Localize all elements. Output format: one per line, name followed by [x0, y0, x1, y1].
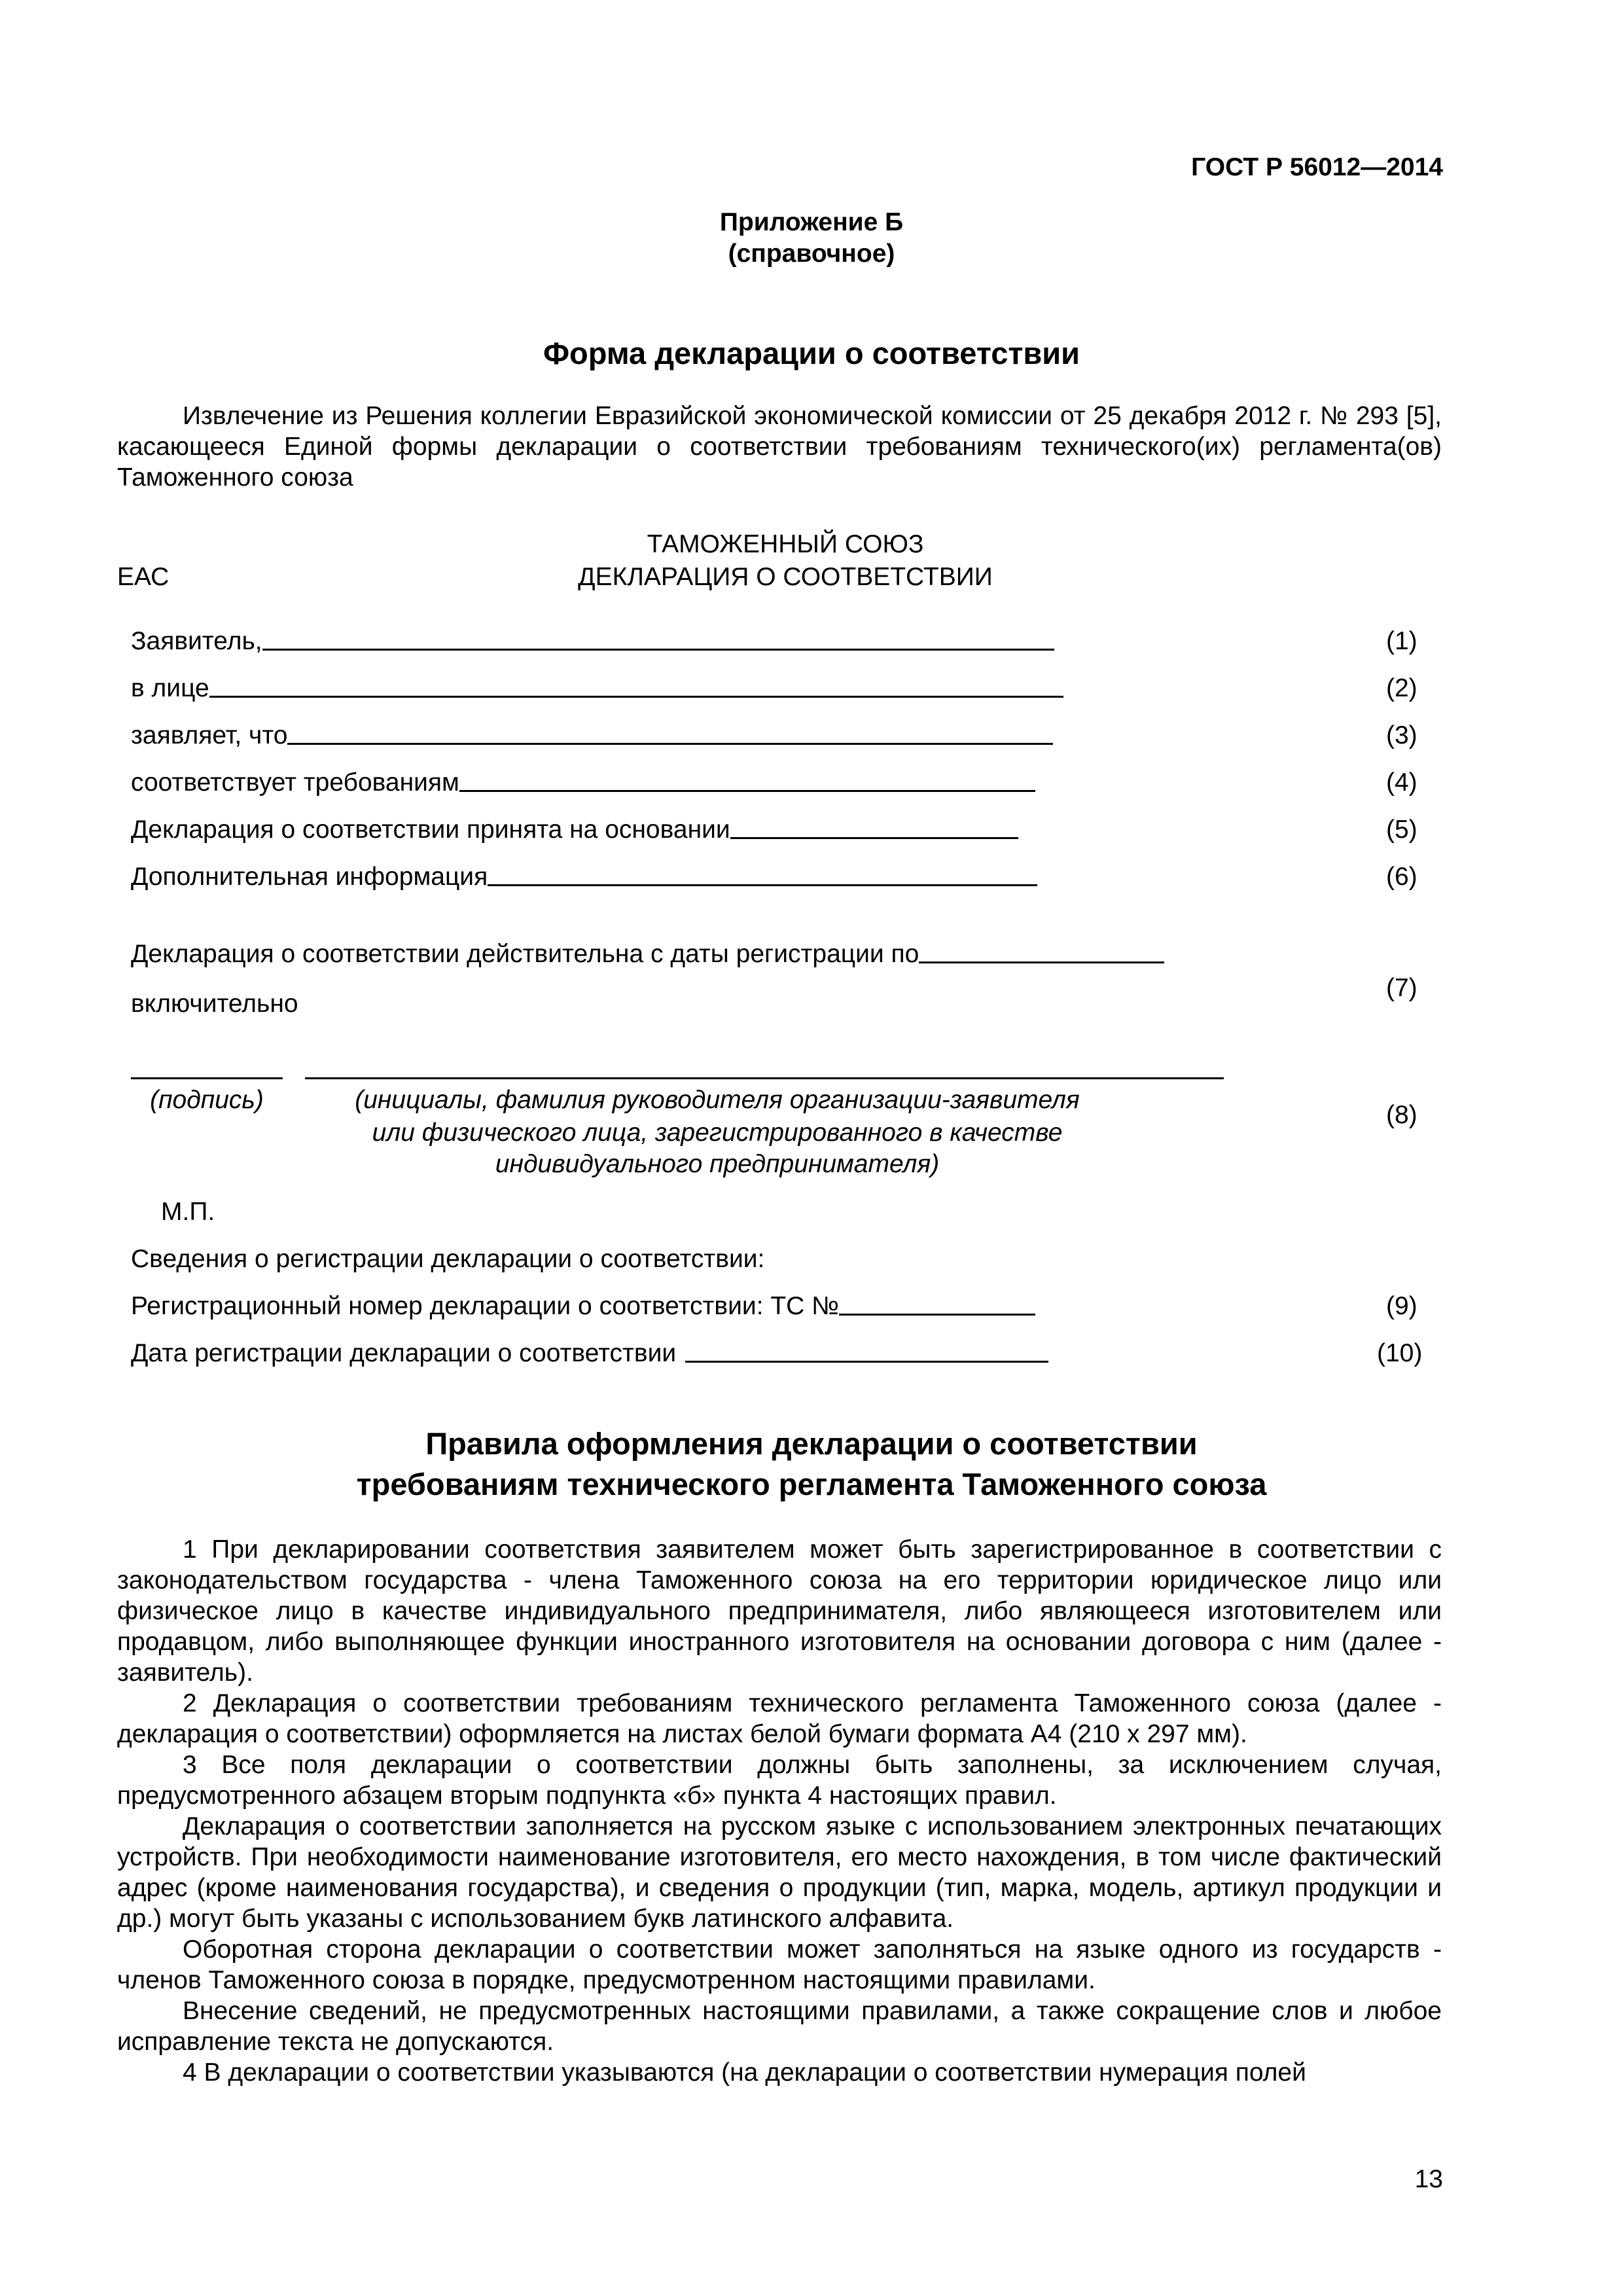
page-number: 13 — [1414, 2165, 1443, 2193]
form-row-validity — [131, 929, 1164, 969]
form-row-registration-date — [131, 1329, 1048, 1368]
form-row-declares — [131, 711, 1053, 750]
form-row-represented-by — [131, 664, 1063, 703]
stamp-place: М.П. — [161, 1198, 215, 1226]
rules-paragraph: 2 Декларация о соответствии требованиям технического регламента Таможенного союза (далее - декларация о соответствии) оформляется на листах белой бумаги формата А4 (210 х 297 мм). — [117, 1689, 1442, 1748]
rules-paragraph: 1 При декларировании соответствия заявителем может быть зарегистрированное в соответствии с законодательством государства - члена Таможенного союза на его территории юридическое лицо или физическое лицо в качестве индивидуального предпринимателя, либо являющееся изготовителем или продавцом, либо выполняющее функции иностранного изготовителя на основании договора с ним (далее - заявитель). — [117, 1535, 1442, 1687]
rules-heading-line1: Правила оформления декларации о соответствии — [425, 1426, 1198, 1461]
fill-line — [685, 1360, 1048, 1363]
form-row-applicant — [131, 617, 1054, 656]
annex-title: Приложение Б — [719, 208, 904, 236]
form-row-label: Дополнительная информация — [131, 863, 488, 891]
fill-line — [839, 1313, 1035, 1316]
validity-inclusive: включительно — [131, 990, 298, 1018]
eac-mark: ЕАС — [117, 563, 169, 591]
name-caption-line1: (инициалы, фамилия руководителя организации-заявителя — [355, 1086, 1080, 1114]
field-number: (6) — [1386, 863, 1418, 891]
registration-number-label: Регистрационный номер декларации о соответствии: ТС № — [131, 1292, 839, 1320]
annex-type: (справочное) — [728, 240, 895, 268]
registration-date-label: Дата регистрации декларации о соответствии — [131, 1339, 677, 1367]
field-number: (4) — [1386, 768, 1418, 797]
form-row-label: заявляет, что — [131, 721, 288, 749]
rules-body — [117, 1534, 1442, 2088]
registration-heading: Сведения о регистрации декларации о соответствии: — [131, 1245, 765, 1273]
rules-heading-line2: требованиям технического регламента Таможенного союза — [356, 1467, 1267, 1501]
rules-paragraph: 4 В декларации о соответствии указываются (на декларации о соответствии нумерация полей — [183, 2058, 1306, 2087]
form-row-label: Декларация о соответствии принята на основании — [131, 816, 730, 844]
form-row-registration-number — [131, 1282, 1035, 1321]
form-row-requirements — [131, 758, 1035, 797]
validity-label: Декларация о соответствии действительна с даты регистрации по — [131, 940, 919, 968]
rules-paragraph: Декларация о соответствии заполняется на русском языке с использованием электронных печатающих устройств. При необходимости наименование изготовителя, его место нахождения, в том числе фактический адрес (кроме наименования государства), и сведения о продукции (тип, марка, модель, артикул продукции и др.) могут быть указаны с использованием букв латинского алфавита. — [117, 1812, 1442, 1933]
intro-paragraph — [117, 401, 1442, 493]
field-number: (10) — [1377, 1339, 1423, 1367]
fill-line — [488, 884, 1037, 886]
form-row-basis — [131, 805, 1018, 844]
rules-paragraph: Внесение сведений, не предусмотренных настоящими правилами, а также сокращение слов и любое исправление текста не допускаются. — [117, 1997, 1442, 2056]
intro-text: Извлечение из Решения коллегии Евразийской экономической комиссии от 25 декабря 2012 г. № 293 [5], касающееся Единой формы декларации о соответствии требованиям технического(их) регламента(ов) Таможенного союза — [117, 402, 1442, 492]
union-title: ТАМОЖЕННЫЙ СОЮЗ — [647, 530, 924, 558]
fill-line — [209, 695, 1063, 698]
form-row-label: в лице — [131, 674, 209, 702]
fill-line — [730, 836, 1018, 839]
section-heading-form: Форма декларации о соответствии — [543, 336, 1080, 370]
field-number: (2) — [1386, 674, 1418, 702]
field-number: (8) — [1386, 1101, 1418, 1129]
fill-line — [287, 742, 1053, 745]
name-caption-line2: или физического лица, зарегистрированного в качестве — [372, 1119, 1063, 1147]
field-number: (3) — [1386, 721, 1418, 749]
field-number: (9) — [1386, 1292, 1418, 1320]
name-line — [305, 1077, 1224, 1079]
field-number: (1) — [1386, 627, 1418, 655]
rules-paragraph: Оборотная сторона декларации о соответствии может заполняться на языке одного из государств - членов Таможенного союза в порядке, предусмотренном настоящими правилами. — [117, 1935, 1442, 1994]
name-caption-line3: индивидуального предпринимателя) — [495, 1150, 940, 1178]
declaration-title: ДЕКЛАРАЦИЯ О СООТВЕТСТВИИ — [578, 563, 993, 591]
rules-paragraph: 3 Все поля декларации о соответствии должны быть заполнены, за исключением случая, предусмотренного абзацем вторым подпункта «б» пункта 4 настоящих правил. — [117, 1751, 1442, 1810]
form-row-label: соответствует требованиям — [131, 768, 459, 797]
fill-line — [262, 648, 1054, 651]
signature-line — [131, 1077, 283, 1079]
signature-caption: (подпись) — [150, 1086, 264, 1114]
field-number: (7) — [1386, 974, 1418, 1002]
fill-line — [459, 789, 1035, 792]
fill-line — [919, 961, 1164, 963]
form-row-label: Заявитель, — [131, 627, 262, 655]
form-row-additional-info — [131, 852, 1037, 891]
standard-number: ГОСТ Р 56012—2014 — [1191, 153, 1443, 181]
field-number: (5) — [1386, 816, 1418, 844]
